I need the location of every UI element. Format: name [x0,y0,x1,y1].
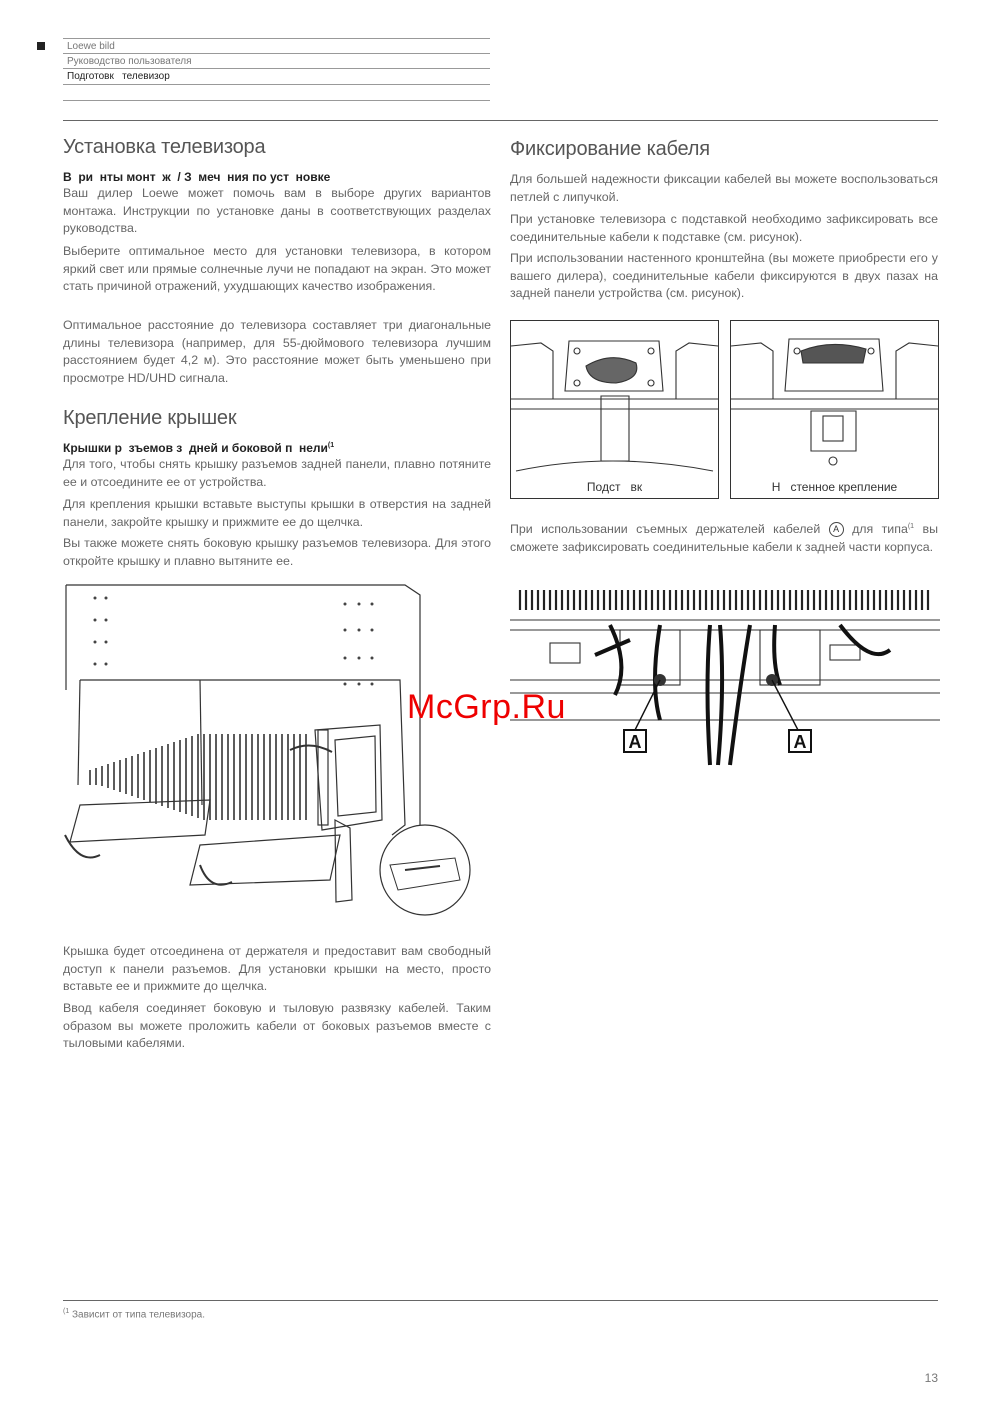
cable-paragraph: При установке телевизора с подставкой необходимо зафиксировать все соединительные кабели к подставке (см. рисунок). [510,212,938,244]
covers-paragraph: Для того, чтобы снять крышку разъемов задней панели, плавно потяните ее и отсоедините ее от устройства. [63,457,491,489]
holder-label-a: A [628,732,642,752]
header-marker [37,42,45,50]
header-rule [63,68,490,69]
footnote-ref: (1 [907,523,915,530]
stand-drawing [511,321,718,498]
cable-title: Фиксирование кабеля [510,138,710,160]
install-paragraph: Выберите оптимальное место для установки телевизора, в котором яркий свет или прямые солнечные лучи не попадают на экран. Это может стать причиной отражений, ухудшающих качество изображения. [63,244,491,293]
figure-stand [510,320,719,499]
covers-subtitle [63,441,334,455]
cable-holder-text: для типа [852,522,908,537]
header-manual: Руководство пользователя [67,56,192,67]
stand-caption: Подст вк [586,480,643,494]
install-subtitle: В ри нты монт ж / З меч ния по уст новке [63,170,331,184]
install-title: Установка телевизора [63,136,266,158]
footnote-text: Зависит от типа телевизора. [72,1309,206,1321]
covers-paragraph: Для крепления крышки вставьте выступы крышки в отверстия на задней панели, закройте крышку и прижмите ее до щелчка. [63,497,491,529]
footnote [63,1308,205,1320]
holder-symbol-a: A [829,522,844,537]
wall-mount-caption: Н стенное крепление [771,480,898,494]
header-rule [63,84,490,85]
holder-label-a: A [793,732,807,752]
covers-subtitle-text: Крышки р зъемов з дней и боковой п нели [63,441,328,455]
header-rule [63,38,490,39]
install-paragraph: Оптимальное расстояние до телевизора составляет три диагональные длины телевизора (например, для 55-дюймового телевизора лучшим расстоянием будет 4,2 м). Это расстояние может быть уменьшено при просмотре HD/UHD сигнала. [63,318,491,385]
cable-paragraph: Для большей надежности фиксации кабелей вы можете воспользоваться петлей с липучкой. [510,172,938,204]
header-brand: Loewe bild [67,41,115,52]
cable-paragraph: При использовании настенного кронштейна (вы можете приобрести его у вашего дилера), соединительные кабели фиксируются в двух пазах на задней панели устройства (см. рисунок). [510,251,938,300]
footnote-ref: (1 [327,442,335,449]
tv-back-illustration [60,580,500,920]
header-rule [63,53,490,54]
figure-wall-mount [730,320,939,499]
after-figure-paragraph: Ввод кабеля соединяет боковую и тыловую развязку кабелей. Таким образом вы можете проложить кабели от боковых разъемов вместе с тыловыми кабелями. [63,1001,491,1050]
cable-holder-paragraph [510,518,938,556]
header-chapter: Подготовк телевизор [67,71,170,82]
cable-holder-text: вы сможете зафиксировать соединительные кабели к задней части корпуса. [510,522,938,554]
cable-holders-illustration [510,585,940,770]
install-paragraph: Ваш дилер Loewe может помочь вам в выборе других вариантов монтажа. Инструкции по установке даны в соответствующих разделах руководства. [63,186,491,235]
header-rule [63,100,490,101]
covers-title: Крепление крышек [63,407,237,429]
footer-rule [63,1300,938,1301]
covers-paragraph: Вы также можете снять боковую крышку разъемов телевизора. Для этого откройте крышку и плавно вытяните ее. [63,536,491,568]
page-number: 13 [924,1371,938,1385]
footnote-mark: (1 [63,1308,70,1315]
after-figure-paragraph: Крышка будет отсоединена от держателя и предоставит вам свободный доступ к панели разъемов. Для установки крышки на место, просто вставьте ее и прижмите до щелчка. [63,944,491,993]
wall-mount-drawing [731,321,938,498]
watermark: McGrp.Ru [407,688,566,726]
cable-holder-text: При использовании съемных держателей кабелей [510,522,821,537]
top-rule [63,120,938,121]
